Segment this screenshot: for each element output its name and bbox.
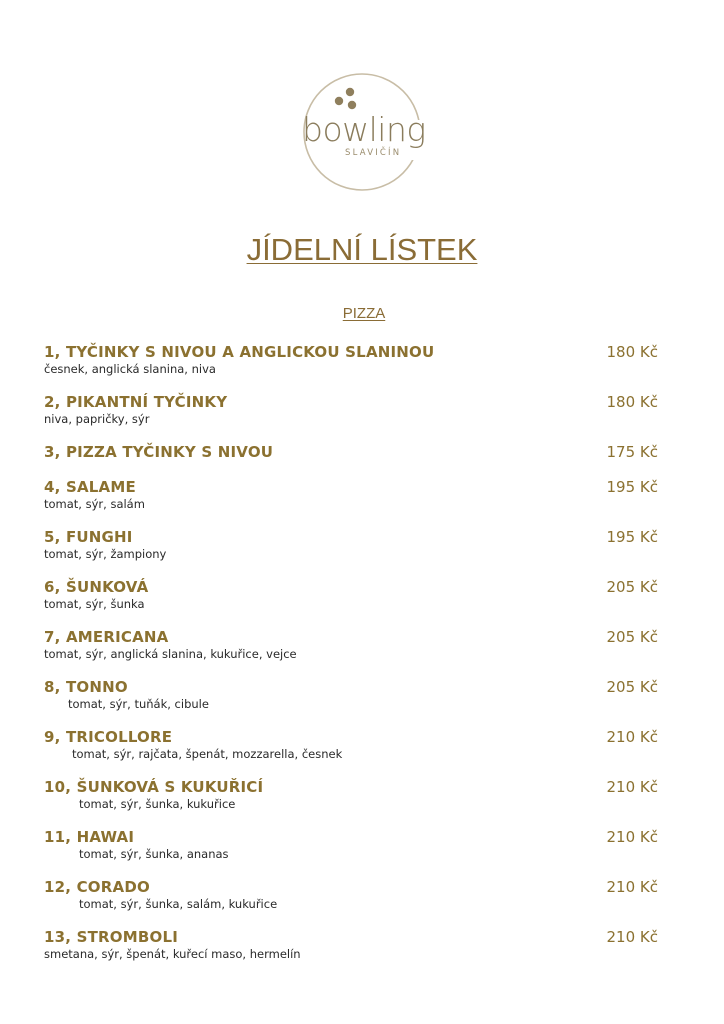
menu-item-price: 205 Kč [606,578,658,596]
menu-item [44,828,660,868]
menu-item [44,393,660,433]
page-title: JÍDELNÍ LÍSTEK [246,232,478,267]
menu-item-description: tomat, sýr, šunka, kukuřice [79,797,236,811]
menu-item [44,628,660,668]
menu-item-price: 205 Kč [606,628,658,646]
menu-item-price: 210 Kč [606,828,658,846]
menu-item-name: 7, AMERICANA [44,628,169,646]
menu-item-description: česnek, anglická slanina, niva [44,362,216,376]
menu-item [44,578,660,618]
menu-item-name: 2, PIKANTNÍ TYČINKY [44,393,228,411]
menu-item-description: tomat, sýr, šunka, salám, kukuřice [79,897,278,911]
menu-item-name: 9, TRICOLLORE [44,728,173,746]
menu-item-price: 180 Kč [606,343,658,361]
menu-item [44,478,660,518]
menu-item-name: 8, TONNO [44,678,128,696]
menu-item [44,343,660,383]
menu-item-description: tomat, sýr, rajčata, špenát, mozzarella, česnek [72,747,343,761]
menu-item-price: 210 Kč [606,778,658,796]
menu-item-name: 13, STROMBOLI [44,928,178,946]
menu-item-price: 180 Kč [606,393,658,411]
section-title: PIZZA [342,305,386,322]
menu-item-description: tomat, sýr, šunka [44,597,145,611]
menu-item-price: 210 Kč [606,878,658,896]
logo-wordmark: bowling [302,110,426,149]
menu-item-price: 195 Kč [606,478,658,496]
menu-item-name: 12, CORADO [44,878,150,896]
menu-item-name: 10, ŠUNKOVÁ S KUKUŘICÍ [44,778,264,796]
menu-item-description: tomat, sýr, anglická slanina, kukuřice, vejce [44,647,297,661]
menu-item [44,778,660,818]
menu-item [44,443,660,483]
menu-item-description: smetana, sýr, špenát, kuřecí maso, hermelín [44,947,301,961]
menu-item-price: 195 Kč [606,528,658,546]
logo-subtitle: SLAVIČÍN [345,148,402,158]
bowling-ball-dot-icon [335,97,343,105]
menu-item-name: 6, ŠUNKOVÁ [44,578,149,596]
menu-item [44,678,660,718]
menu-item-price: 175 Kč [606,443,658,461]
bowling-ball-dot-icon [348,101,356,109]
menu-item-description: tomat, sýr, šunka, ananas [79,847,229,861]
bowling-logo [302,72,426,192]
menu-item [44,728,660,768]
menu-item [44,878,660,918]
menu-item-price: 210 Kč [606,728,658,746]
menu-item-description: tomat, sýr, salám [44,497,145,511]
menu-item-description: tomat, sýr, žampiony [44,547,167,561]
menu-item-name: 1, TYČINKY S NIVOU A ANGLICKOU SLANINOU [44,343,435,361]
menu-item-description: niva, papričky, sýr [44,412,150,426]
bowling-ball-dot-icon [346,88,354,96]
menu-item-description: tomat, sýr, tuňák, cibule [68,697,209,711]
menu-item [44,528,660,568]
menu-item-name: 3, PIZZA TYČINKY S NIVOU [44,443,274,461]
menu-item-price: 210 Kč [606,928,658,946]
menu-item-name: 4, SALAME [44,478,136,496]
menu-item-name: 11, HAWAI [44,828,135,846]
menu-item-price: 205 Kč [606,678,658,696]
menu-item [44,928,660,968]
menu-item-name: 5, FUNGHI [44,528,133,546]
